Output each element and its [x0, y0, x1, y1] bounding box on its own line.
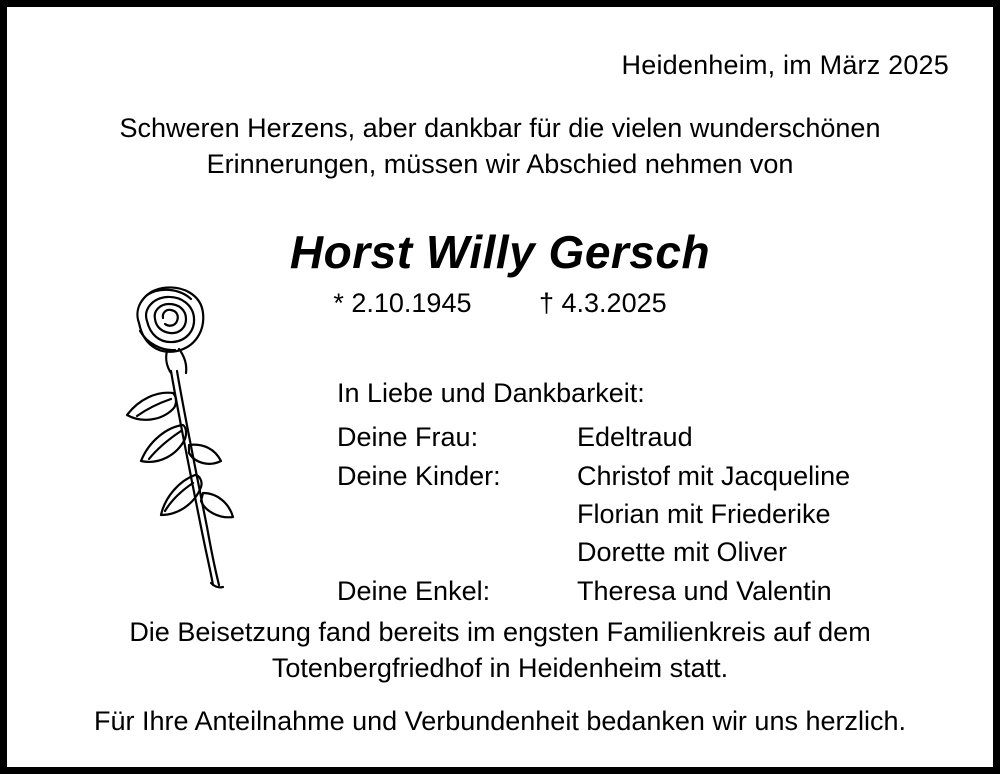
family-name: Edeltraud: [577, 422, 693, 453]
family-row: [337, 457, 850, 572]
family-role: Deine Kinder:: [337, 460, 501, 491]
family-name: Theresa und Valentin: [577, 575, 832, 606]
family-names: [577, 418, 850, 456]
family-names: [577, 572, 850, 610]
family-row: [337, 572, 850, 610]
closing-thanks: Für Ihre Anteilnahme und Verbundenheit bedanken wir uns herzlich.: [93, 706, 907, 737]
place-and-date: Heidenheim, im März 2025: [621, 50, 949, 80]
family-name: Dorette mit Oliver: [577, 537, 788, 568]
death-date: † 4.3.2025: [539, 288, 667, 318]
birth-date: * 2.10.1945: [333, 288, 472, 318]
family-list: [337, 374, 850, 610]
deceased-name: Horst Willy Gersch: [289, 226, 711, 278]
family-name: Christof mit Jacqueline: [577, 460, 851, 491]
family-name: Florian mit Friederike: [577, 498, 831, 529]
family-heading: In Liebe und Dankbarkeit:: [337, 378, 645, 408]
closing-line-1: Die Beisetzung fand bereits im engsten Familienkreis auf dem: [129, 617, 871, 647]
closing-text: [7, 615, 993, 740]
family-row: [337, 418, 850, 456]
intro-line-2: Erinnerungen, müssen wir Abschied nehmen von: [206, 148, 794, 179]
family-names: [577, 457, 850, 572]
intro-line-1: Schweren Herzens, aber dankbar für die vielen wunderschönen: [119, 113, 881, 143]
family-role: Deine Frau:: [337, 422, 479, 453]
rose-icon: [107, 277, 257, 597]
closing-line-2: Totenbergfriedhof in Heidenheim statt.: [271, 652, 729, 683]
family-role: Deine Enkel:: [337, 575, 491, 606]
intro-text: [7, 111, 993, 182]
obituary-inner: [7, 7, 993, 767]
